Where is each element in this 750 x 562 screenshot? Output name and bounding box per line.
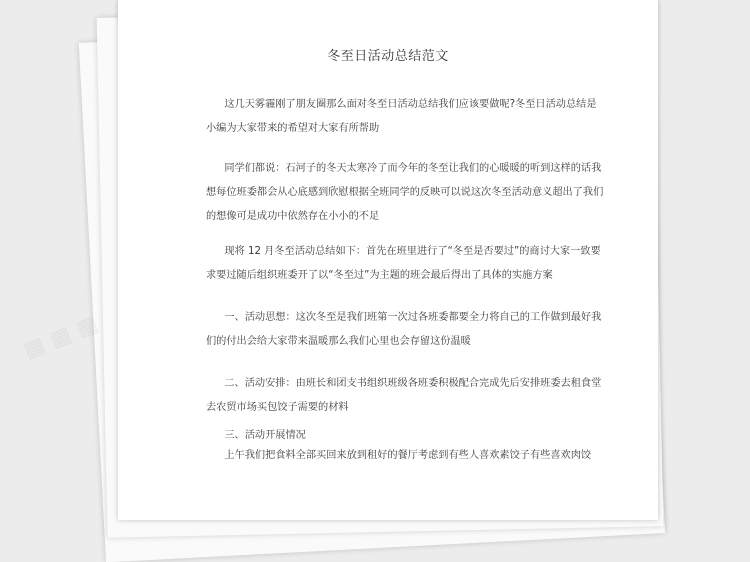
paragraph: 这几天雾霾刚了朋友圈那么面对冬至日活动总结我们应该要做呢?冬至日活动总结是小编为大家带来的希望对大家有所帮助: [206, 99, 597, 134]
watermark: ▦ ▦ ▦: [20, 311, 102, 364]
paragraph: 二、活动安排：由班长和团支书组织班级各班委积极配合完成先后安排班委去租食堂去农贸市场买包饺子需要的材料: [206, 378, 602, 413]
document-title: 冬至日活动总结范文: [327, 49, 449, 64]
section-heading: 三、活动开展情况: [224, 430, 306, 441]
paragraph: 上午我们把食料全部买回来放到租好的餐厅考虑到有些人喜欢素饺子有些喜欢肉饺: [224, 450, 592, 461]
paragraph: 同学们都说：石河子的冬天太寒冷了而今年的冬至让我们的心暖暖的听到这样的话我想每位班委都会从心底感到欣慰根据全班同学的反映可以说这次冬至活动意义超出了我们的想像可是成功中依然存在小小的不足: [206, 163, 604, 222]
paragraph: 现将 12 月冬至活动总结如下：首先在班里进行了“冬至是否要过”的商讨大家一致要求要过随后组织班委开了以“冬至过”为主题的班会最后得出了具体的实施方案: [206, 246, 601, 281]
paragraph: 一、活动思想：这次冬至是我们班第一次过各班委都要全力将自己的工作做到最好我们的付出会给大家带来温暖那么我们心里也会存留这份温暖: [206, 312, 602, 347]
document-page: [118, 0, 658, 520]
